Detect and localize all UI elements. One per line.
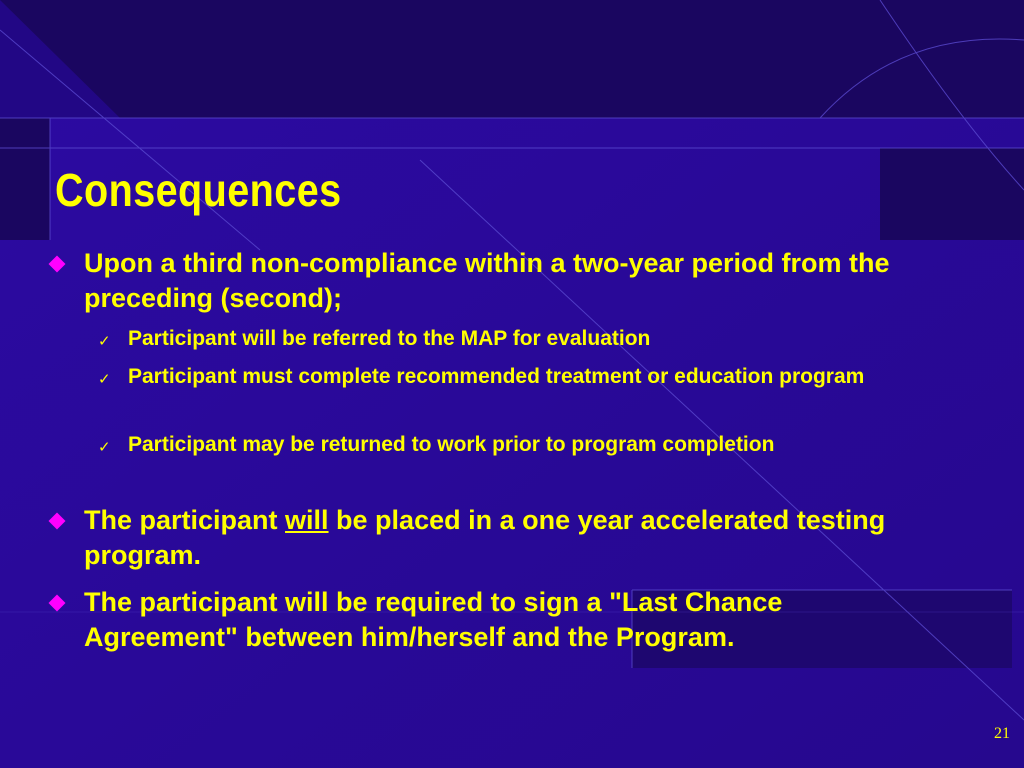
- sub-bullet-3: Participant may be returned to work prior to program completion: [128, 433, 775, 456]
- bullet-2-text-before: The participant: [84, 505, 286, 535]
- diamond-bullet-icon: [49, 595, 66, 612]
- checkmark-icon: ✓: [98, 332, 111, 350]
- bullet-1: Upon a third non-compliance within a two-year period from the preceding (second);: [84, 248, 890, 313]
- bullet-2-text-after: be placed in a one year accelerated testing program.: [84, 505, 886, 570]
- slide-title: Consequences: [55, 164, 342, 216]
- sub-bullet-2: Participant must complete recommended treatment or education program: [128, 365, 865, 388]
- checkmark-icon: ✓: [98, 438, 111, 456]
- checkmark-icon: ✓: [98, 370, 111, 388]
- bullet-2: [84, 503, 914, 573]
- sub-bullet-1: Participant will be referred to the MAP for evaluation: [128, 327, 651, 350]
- page-number: 21: [994, 725, 1010, 742]
- bullet-2-underlined-word: will: [285, 505, 329, 535]
- bullet-3: The participant will be required to sign a "Last Chance Agreement" between him/herself and the Program.: [84, 587, 783, 652]
- diamond-bullet-icon: [49, 513, 66, 530]
- diamond-bullet-icon: [49, 256, 66, 273]
